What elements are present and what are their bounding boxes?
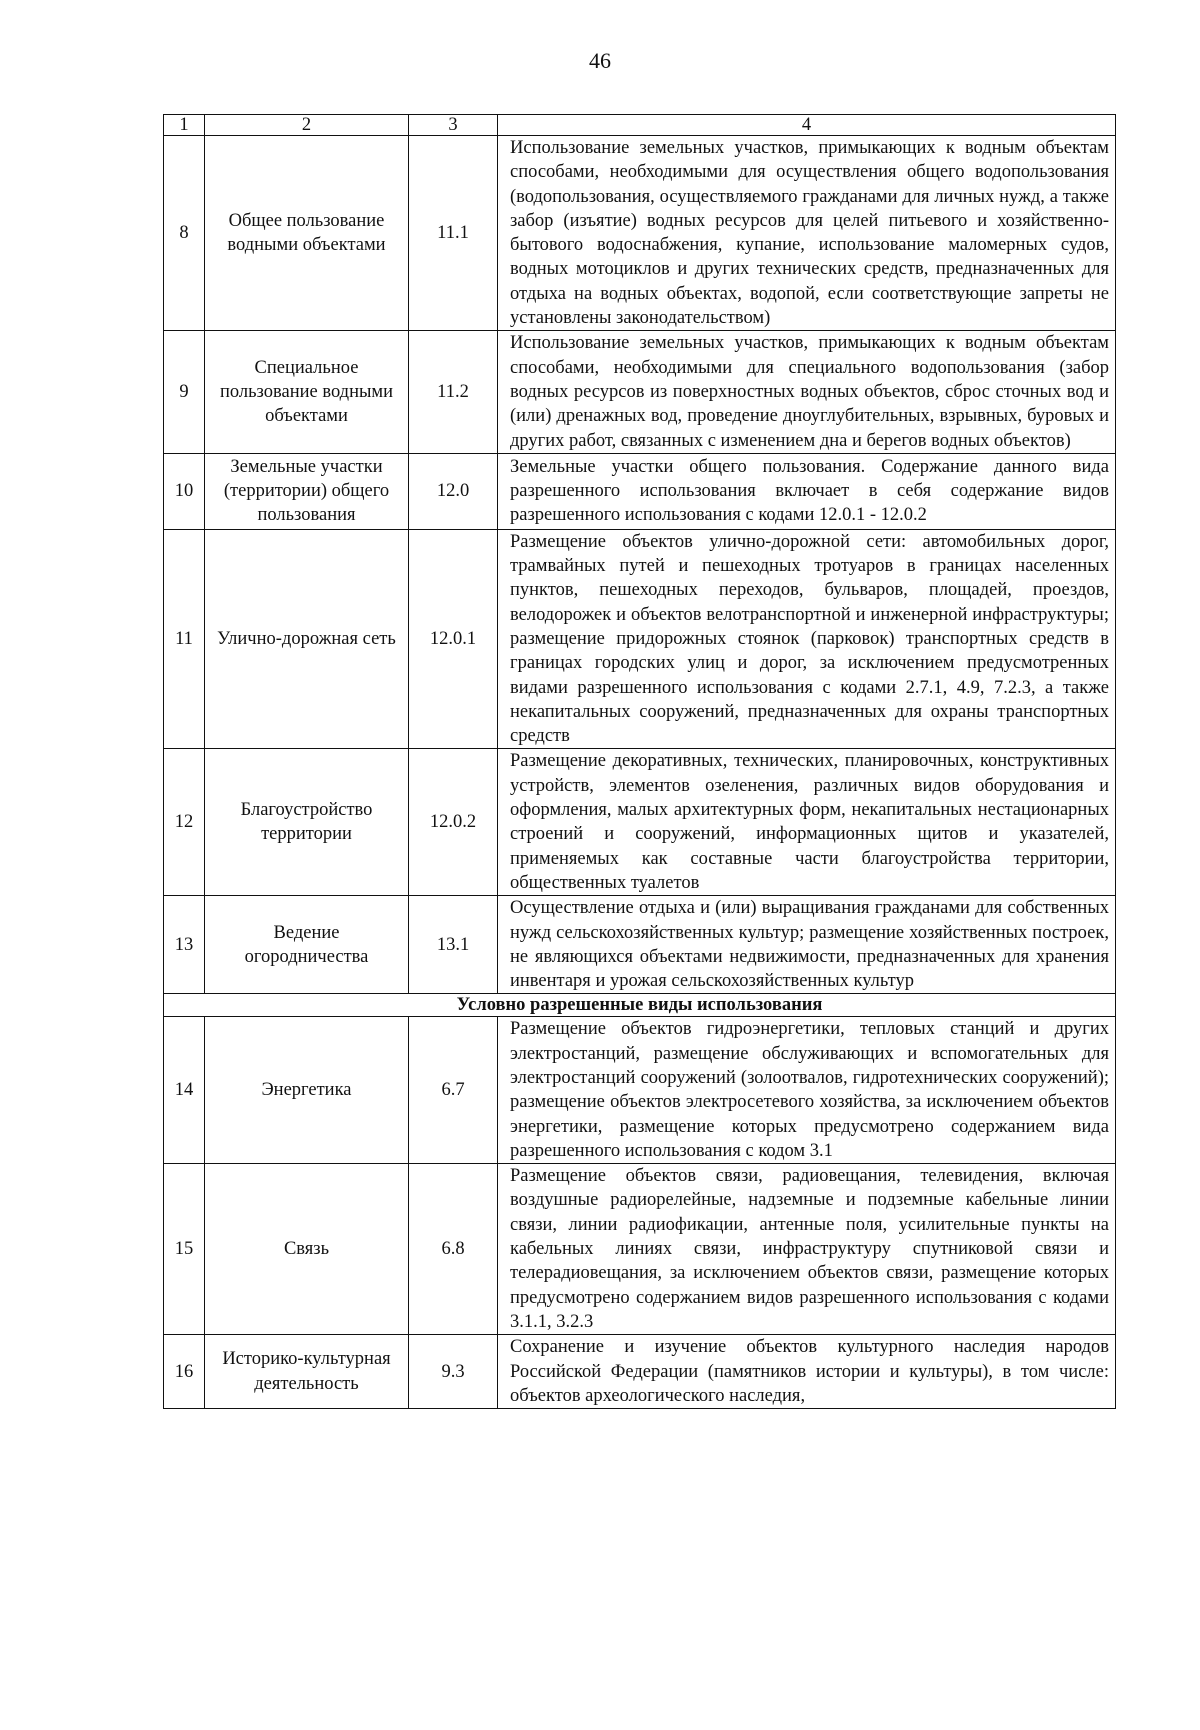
section-title: Условно разрешенные виды использования	[164, 994, 1116, 1017]
use-description: Земельные участки общего пользования. Содержание данного вида разрешенного использования включает в себя содержание видов разрешенного использования с кодами 12.0.1 - 12.0.2	[498, 453, 1116, 529]
table-row	[164, 749, 1116, 896]
row-number: 13	[164, 896, 205, 994]
use-name: Специальное пользование водными объектами	[205, 331, 409, 453]
row-number: 16	[164, 1335, 205, 1409]
row-number: 9	[164, 331, 205, 453]
page-number: 46	[589, 48, 611, 73]
header-col-4: 4	[498, 115, 1116, 136]
row-number: 11	[164, 529, 205, 749]
header-row	[164, 115, 1116, 136]
use-description: Использование земельных участков, примыкающих к водным объектам способами, необходимыми для специального водопользования (забор водных ресурсов из поверхностных водных объектов, сброс сточных вод и (или) дренажных вод, проведение дноуглубительных, взрывных, буровых и других работ, связанных с изменением дна и берегов водных объектов)	[498, 331, 1116, 453]
table-row	[164, 529, 1116, 749]
use-description: Осуществление отдыха и (или) выращивания гражданами для собственных нужд сельскохозяйственных культур; размещение хозяйственных построек, не являющихся объектами недвижимости, предназначенных для хранения инвентаря и урожая сельскохозяйственных культур	[498, 896, 1116, 994]
use-description: Размещение объектов гидроэнергетики, тепловых станций и других электростанций, размещение обслуживающих и вспомогательных для электростанций сооружений (золоотвалов, гидротехнических сооружений); размещение объектов электросетевого хозяйства, за исключением объектов энергетики, размещение которых предусмотрено содержанием вида разрешенного использования с кодом 3.1	[498, 1017, 1116, 1164]
use-code: 9.3	[409, 1335, 498, 1409]
use-code: 6.7	[409, 1017, 498, 1164]
use-name: Ведение огородничества	[205, 896, 409, 994]
use-name: Земельные участки (территории) общего пользования	[205, 453, 409, 529]
table-row	[164, 1164, 1116, 1335]
table-row	[164, 896, 1116, 994]
section-heading-row	[164, 994, 1116, 1017]
row-number: 8	[164, 136, 205, 331]
use-code: 11.2	[409, 331, 498, 453]
use-name: Общее пользование водными объектами	[205, 136, 409, 331]
row-number: 12	[164, 749, 205, 896]
use-code: 11.1	[409, 136, 498, 331]
use-code: 13.1	[409, 896, 498, 994]
use-code: 12.0.1	[409, 529, 498, 749]
row-number: 15	[164, 1164, 205, 1335]
table-row	[164, 453, 1116, 529]
land-use-table	[163, 114, 1116, 1409]
use-name: Благоустройство территории	[205, 749, 409, 896]
row-number: 14	[164, 1017, 205, 1164]
use-code: 12.0	[409, 453, 498, 529]
use-name: Связь	[205, 1164, 409, 1335]
header-col-2: 2	[205, 115, 409, 136]
use-name: Улично-дорожная сеть	[205, 529, 409, 749]
header-col-1: 1	[164, 115, 205, 136]
use-name: Историко-культурная деятельность	[205, 1335, 409, 1409]
use-description: Сохранение и изучение объектов культурного наследия народов Российской Федерации (памятников истории и культуры), в том числе: объектов археологического наследия,	[498, 1335, 1116, 1409]
use-name: Энергетика	[205, 1017, 409, 1164]
use-code: 12.0.2	[409, 749, 498, 896]
use-description: Размещение объектов связи, радиовещания, телевидения, включая воздушные радиорелейные, надземные и подземные кабельные линии связи, линии радиофикации, антенные поля, усилительные пункты на кабельных линиях связи, инфраструктуру спутниковой связи и телерадиовещания, за исключением объектов связи, размещение которых предусмотрено содержанием видов разрешенного использования с кодами 3.1.1, 3.2.3	[498, 1164, 1116, 1335]
use-description: Использование земельных участков, примыкающих к водным объектам способами, необходимыми для осуществления общего водопользования (водопользования, осуществляемого гражданами для личных нужд, а также забор (изъятие) водных ресурсов для целей питьевого и хозяйственно-бытового водоснабжения, купание, использование маломерных судов, водных мотоциклов и других технических средств, предназначенных для отдыха на водных объектах, водопой, если соответствующие запреты не установлены законодательством)	[498, 136, 1116, 331]
header-col-3: 3	[409, 115, 498, 136]
table-row	[164, 1335, 1116, 1409]
table-row	[164, 1017, 1116, 1164]
use-description: Размещение декоративных, технических, планировочных, конструктивных устройств, элементов озеленения, различных видов оборудования и оформления, малых архитектурных форм, некапитальных нестационарных строений и сооружений, информационных щитов и указателей, применяемых как составные части благоустройства территории, общественных туалетов	[498, 749, 1116, 896]
row-number: 10	[164, 453, 205, 529]
use-description: Размещение объектов улично-дорожной сети: автомобильных дорог, трамвайных путей и пешеходных тротуаров в границах населенных пунктов, пешеходных переходов, бульваров, площадей, проездов, велодорожек и объектов велотранспортной и инженерной инфраструктуры; размещение придорожных стоянок (парковок) транспортных средств в границах городских улиц и дорог, за исключением предусмотренных видами разрешенного использования с кодами 2.7.1, 4.9, 7.2.3, а также некапитальных сооружений, предназначенных для охраны транспортных средств	[498, 529, 1116, 749]
land-use-table-wrap	[163, 114, 1115, 1409]
table-row	[164, 136, 1116, 331]
table-row	[164, 331, 1116, 453]
use-code: 6.8	[409, 1164, 498, 1335]
